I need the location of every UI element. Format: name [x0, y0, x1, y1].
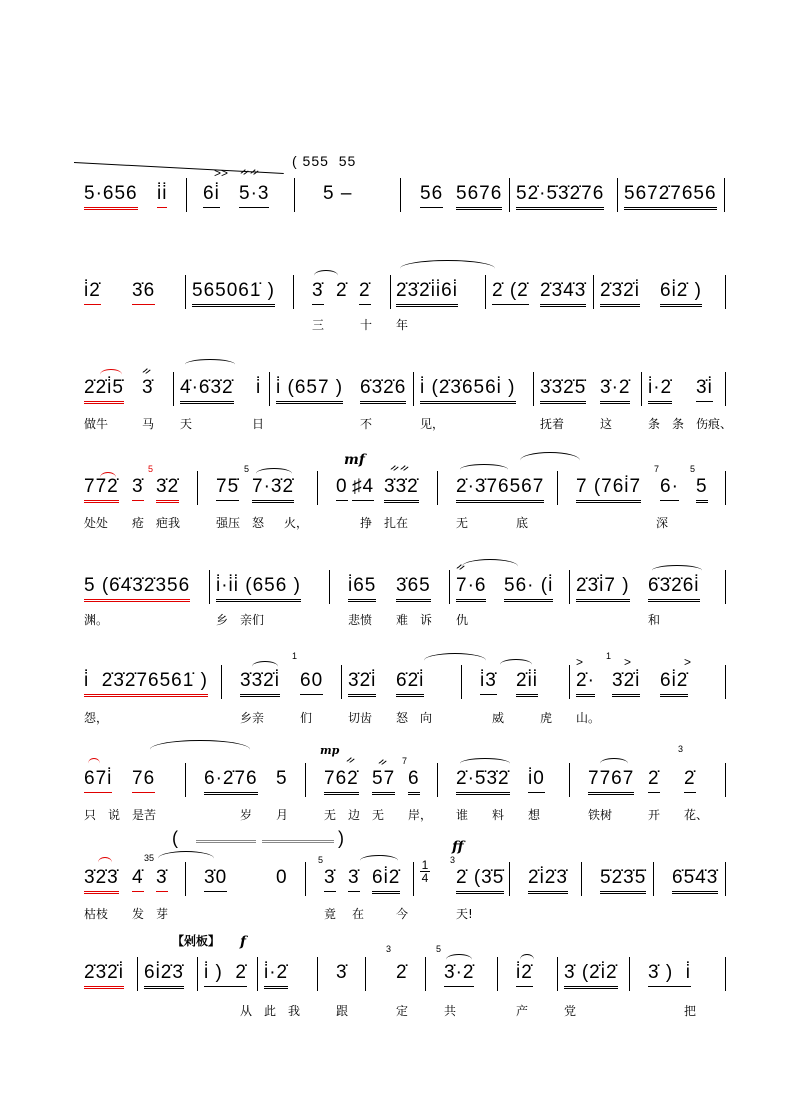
barline — [725, 471, 726, 505]
note-group: 0 — [336, 476, 348, 501]
lyric: 党 — [564, 1004, 577, 1018]
dynamic-f: f — [240, 934, 247, 950]
lyric: 疤我 — [156, 516, 181, 530]
section-label: 【剁板】 — [172, 934, 221, 948]
lyric: 们 — [300, 711, 313, 725]
slur — [462, 559, 518, 574]
barline — [509, 862, 510, 896]
grace-note: 5 — [436, 944, 442, 954]
barline — [137, 957, 138, 991]
note-group: 6i̇ — [203, 183, 220, 208]
lyric: 乡亲 — [240, 711, 265, 725]
note-group: 3̇2̇i̇ — [348, 670, 376, 697]
barline — [185, 763, 186, 797]
note-group: ♯4 — [352, 476, 374, 501]
slur — [185, 359, 235, 370]
lyric: 十 — [360, 318, 373, 332]
dynamic-mp: mp — [320, 744, 340, 757]
note-group: 2̇ (3̇5̇ — [456, 867, 504, 894]
grace-note: 35 — [144, 853, 155, 863]
lyric: 无 — [324, 808, 337, 822]
note-group: i̇0 — [528, 768, 545, 793]
grace-note: 3 — [386, 944, 392, 954]
lyric: 诉 — [420, 613, 433, 627]
lyric: 这 — [600, 417, 613, 431]
lyric: 是苦 — [132, 808, 157, 822]
barline — [449, 570, 450, 604]
note-group: 3̇·2̇ — [444, 962, 474, 987]
barline — [557, 471, 558, 505]
note-group: i̇ (2̇3̇656i̇ ) — [420, 377, 516, 404]
slur — [150, 740, 250, 759]
dynamic-mf: mf — [344, 452, 365, 468]
accent-mark: > — [684, 655, 692, 669]
lyric: 做牛 — [84, 417, 109, 431]
note-group: 75̇ — [216, 476, 239, 501]
note-group: 5 – — [323, 183, 353, 204]
note-group: 6̇3̇2̇6i̇ — [648, 575, 700, 602]
barline — [341, 665, 342, 699]
barline — [257, 957, 258, 991]
score-row-8 — [0, 839, 790, 935]
lyric: 无 — [456, 516, 469, 530]
note-group: 76 — [132, 768, 155, 793]
lyric: 想 — [528, 808, 541, 822]
lyric: 天! — [456, 907, 473, 921]
note-group: 7·3̇2̇ — [252, 476, 294, 503]
note-group: 3̇ — [156, 867, 168, 892]
note-group: 2̇3̇2̇i̇ — [600, 280, 640, 307]
lyric: 料 — [492, 808, 505, 822]
note-group: 3̇ — [312, 280, 324, 305]
note-group: 57 — [372, 768, 395, 795]
grace-note: 5 — [690, 464, 696, 474]
barline — [497, 957, 498, 991]
note-group: 6· — [660, 476, 679, 501]
lyric: 挣 — [360, 516, 373, 530]
note-group: i̇2̇ — [516, 962, 533, 987]
score-row-6 — [0, 645, 790, 735]
note-group: 2̇3̇2̇i̇i̇6i̇ — [396, 280, 458, 307]
note-group: i̇ 2̇3̇2̇76561̇ ) — [84, 670, 208, 697]
grace-note: 5 — [318, 855, 324, 865]
barline — [557, 957, 558, 991]
barline — [485, 275, 486, 309]
grace-note: 3 — [678, 744, 684, 754]
lyric: 马 — [142, 417, 155, 431]
barline — [269, 372, 270, 406]
note-group: 5 (6̇4̇3̇2̇356 — [84, 575, 190, 602]
lyric: 枯枝 — [84, 907, 109, 921]
lyric: 共 — [444, 1004, 457, 1018]
note-group: 5672̇7656 — [624, 183, 717, 210]
slur — [520, 452, 580, 469]
note-group: 565061̇ ) — [192, 280, 275, 307]
lyric: 扎在 — [384, 516, 409, 530]
lyric: 火， — [284, 516, 309, 530]
lyric: 向 — [420, 711, 433, 725]
note-group: 2̇3̇4̇3̇ — [540, 280, 586, 307]
barline — [437, 471, 438, 505]
note-group: 5·3 — [239, 183, 269, 208]
note-group: 5·656 — [84, 183, 138, 210]
grace-note: 1 — [606, 651, 612, 661]
lyric: 天 — [180, 417, 193, 431]
barline — [305, 862, 306, 896]
dynamic-ff: ff — [452, 839, 464, 855]
slur — [460, 464, 508, 475]
barline — [390, 275, 391, 309]
note-group: 6 — [408, 768, 420, 795]
barline — [725, 665, 726, 699]
note-group: 3̇2̇i̇ — [612, 670, 640, 697]
barline — [725, 862, 726, 896]
note-group: 0 — [276, 867, 288, 888]
barline — [197, 471, 198, 505]
grace-note: 3 — [450, 855, 456, 865]
barline — [725, 763, 726, 797]
barline — [461, 665, 462, 699]
score-row-3 — [0, 355, 790, 445]
lyric: 虎 — [540, 711, 553, 725]
grace-note: 7 — [402, 756, 408, 766]
barline — [221, 665, 222, 699]
slur — [400, 260, 495, 277]
trill-mark-icon: ᨀ — [378, 754, 388, 768]
lyric: 不 — [360, 417, 373, 431]
barline — [724, 178, 725, 212]
note-group: 2̇3̇i̇7 ) — [576, 575, 630, 602]
note-group: 3̇2̇ — [156, 476, 179, 503]
note-group: 2̇i̇i̇ — [516, 670, 538, 697]
barline — [569, 665, 570, 699]
note-group: 7767 — [588, 768, 634, 795]
note-group: 6i̇2̇ ) — [660, 280, 702, 307]
barline — [725, 957, 726, 991]
lyric: 岸， — [408, 808, 433, 822]
lyric: 怨， — [84, 711, 109, 725]
barline — [725, 372, 726, 406]
note-group: 60 — [300, 670, 323, 695]
lyric: 伤痕、 — [696, 417, 733, 431]
barline — [725, 275, 726, 309]
lyric: 乡 — [216, 613, 229, 627]
trill-mark-icon: ᨀ — [456, 559, 466, 573]
time-signature — [420, 859, 430, 884]
note-group: 2̇·3̇76567 — [456, 476, 544, 503]
lyric: 年 — [396, 318, 409, 332]
barline — [581, 862, 582, 896]
note-group: 3̇i̇ — [696, 377, 713, 402]
barline — [365, 957, 366, 991]
note-group: 5 — [696, 476, 708, 503]
note-group: i̇2̇ — [84, 280, 101, 305]
lyric: 山。 — [576, 711, 601, 725]
lyric: 今 — [396, 907, 409, 921]
trill-mark-icon: ᨀ — [142, 363, 152, 377]
note-group: i̇ — [256, 377, 262, 398]
lyric: 月 — [276, 808, 289, 822]
score-row-9 — [0, 930, 790, 1020]
note-group: 3̇65 — [396, 575, 431, 602]
lyric: 抚着 — [540, 417, 565, 431]
note-group: 2̇2̇i̇5̇ — [84, 377, 124, 404]
note-group: 52̇·5̇3̇2̇76 — [516, 183, 604, 210]
note-group: i̇·2̇ — [264, 962, 288, 989]
note-group: 2̇ — [336, 280, 348, 301]
lyric: 底 — [516, 516, 529, 530]
note-group: 3̇ — [348, 867, 360, 892]
note-group: 3̇ — [324, 867, 336, 892]
accent-mark: > — [576, 655, 584, 669]
grace-note: 1 — [292, 651, 298, 661]
lyric: 此 — [264, 1004, 277, 1018]
trill-mark-icon: ᨀᨀ — [240, 164, 260, 178]
grace-note: 5 — [148, 464, 154, 474]
note-group: 2̇ (2̇ — [492, 280, 529, 305]
score-row-4 — [0, 450, 790, 540]
lyric: 我 — [288, 1004, 301, 1018]
note-group: 5 — [276, 768, 288, 789]
note-group: 6i̇2̇3̇ — [144, 962, 184, 989]
barline — [617, 178, 618, 212]
lyric: 岁 — [240, 808, 253, 822]
accent-mark: > — [624, 655, 632, 669]
slur — [424, 653, 486, 668]
lyric: 定 — [396, 1004, 409, 1018]
slur — [500, 659, 532, 670]
lyric: 竟 — [324, 907, 337, 921]
note-group: 3̇ — [336, 962, 348, 983]
barline — [533, 372, 534, 406]
note-group: 6̇2̇i̇ — [396, 670, 424, 697]
note-group: i̇ ) 2̇ — [204, 962, 247, 987]
lyric: 跟 — [336, 1004, 349, 1018]
note-group: 2̇· — [576, 670, 595, 697]
lyric: 和 — [648, 613, 661, 627]
note-group: 3̇0 — [204, 867, 227, 892]
lyric: 深 — [656, 516, 669, 530]
lyric: 从 — [240, 1004, 253, 1018]
note-group: 3̇ ) i̇ — [648, 962, 691, 987]
overlay-phrase: ( 555 55 — [292, 153, 357, 169]
barline — [185, 275, 186, 309]
barline — [173, 372, 174, 406]
barline — [641, 372, 642, 406]
barline — [569, 570, 570, 604]
note-group: 6̇5̇4̇3̇ — [672, 867, 718, 894]
lyric: 开 — [648, 808, 661, 822]
note-group: i̇·2̇ — [648, 377, 672, 404]
score-row-1 — [0, 150, 790, 240]
barline — [294, 178, 295, 212]
time-signature-bottom: 4 — [421, 871, 429, 885]
lyric: 处处 — [84, 516, 109, 530]
note-group: i̇3̇ — [480, 670, 497, 695]
barline — [317, 471, 318, 505]
note-group: 6i̇2̇ — [372, 867, 400, 894]
note-group: 67i̇ — [84, 768, 112, 793]
note-group: 772̇ — [84, 476, 119, 503]
note-group: 7 (76i̇7 — [576, 476, 641, 503]
grace-note: 7 — [654, 464, 660, 474]
note-group: 4̇·6̇3̇2̇ — [180, 377, 234, 404]
accent-marks: >> — [214, 166, 229, 180]
slur — [360, 855, 398, 866]
paren-close: ) — [338, 828, 344, 848]
lyric: 强压 — [216, 516, 241, 530]
lyric: 疮 — [132, 516, 145, 530]
grace-note: 5 — [244, 464, 250, 474]
barline — [725, 570, 726, 604]
paren-open: ( — [172, 828, 178, 848]
lyric: 发 — [132, 907, 145, 921]
barline — [293, 275, 294, 309]
note-group: 2̇ — [359, 280, 371, 305]
note-group: 56 — [420, 183, 443, 208]
lyric: 把 — [684, 1004, 697, 1018]
score-row-2 — [0, 260, 790, 350]
barline — [209, 570, 210, 604]
barline — [413, 372, 414, 406]
trill-mark-icon: ᨀᨀ — [390, 460, 410, 474]
note-group: 6i̇2̇ — [660, 670, 688, 697]
note-group: 3̇3̇2̇i̇ — [240, 670, 280, 697]
barline — [186, 178, 187, 212]
note-group: 6̇3̇2̇6 — [360, 377, 406, 404]
barline — [569, 763, 570, 797]
barline — [437, 763, 438, 797]
note-group: 2̇ — [396, 962, 408, 983]
barline — [197, 957, 198, 991]
note-group: 3̇3̇2̇ — [384, 476, 419, 503]
note-group: 3̇·2̇ — [600, 377, 630, 404]
barline — [400, 178, 401, 212]
lyric: 花、 — [684, 808, 709, 822]
lyric: 仇 — [456, 613, 469, 627]
lyric: 产 — [516, 1004, 529, 1018]
lyric: 说 — [108, 808, 121, 822]
note-group: 762̇ — [324, 768, 359, 795]
lyric: 无 — [372, 808, 385, 822]
lyric: 芽 — [156, 907, 169, 921]
note-group: 2̇ — [648, 768, 660, 793]
note-group: 56· (i̇ — [504, 575, 553, 602]
lyric: 切齿 — [348, 711, 373, 725]
note-group: i̇65 — [348, 575, 376, 602]
lyric: 悲愤 — [348, 613, 373, 627]
slur — [158, 851, 214, 866]
barline — [629, 957, 630, 991]
barline — [653, 862, 654, 896]
note-group: 2̇·5̇3̇2̇ — [456, 768, 510, 795]
note-group: i̇ (657 ) — [276, 377, 343, 404]
note-group: 2̇3̇2̇i̇ — [84, 962, 124, 989]
note-group: 5̇2̇3̇5̇ — [600, 867, 646, 894]
note-group: 5676 — [456, 183, 502, 210]
note-group: i̇i̇ — [157, 183, 167, 208]
score-row-5 — [0, 555, 790, 645]
note-group: 3̇ — [132, 476, 144, 501]
lyric: 条 — [672, 417, 685, 431]
lyric: 三 — [312, 318, 325, 332]
lyric: 亲们 — [240, 613, 265, 627]
lyric: 在 — [352, 907, 365, 921]
barline — [425, 957, 426, 991]
barline — [509, 178, 510, 212]
lyric: 只 — [84, 808, 97, 822]
note-group: 6·2̇76 — [204, 768, 258, 795]
lyric: 怒 — [252, 516, 265, 530]
lyric: 日 — [252, 417, 265, 431]
lyric: 渊。 — [84, 613, 109, 627]
note-group: 3̇ (2̇i̇2̇ — [564, 962, 618, 989]
barline — [593, 275, 594, 309]
lyric: 边 — [348, 808, 361, 822]
lyric: 谁 — [456, 808, 469, 822]
trill-mark-icon: ᨀ — [346, 752, 356, 766]
lyric: 条 — [648, 417, 661, 431]
note-group: 2̇i̇2̇3̇ — [528, 867, 568, 894]
barline — [329, 570, 330, 604]
note-group: 2̇ — [684, 768, 696, 793]
barline — [413, 862, 414, 896]
note-group: 3̇3̇2̇5̇ — [540, 377, 586, 404]
barline — [305, 763, 306, 797]
note-group: i̇·i̇i̇ (656 ) — [216, 575, 301, 602]
barline — [185, 862, 186, 896]
note-group: 3̇6 — [132, 280, 155, 305]
barline — [317, 957, 318, 991]
note-group: 3̇2̇3̇ — [84, 867, 119, 894]
lyric: 威 — [492, 711, 505, 725]
lyric: 怒 — [396, 711, 409, 725]
lyric: 见， — [420, 417, 445, 431]
note-group: 4̇ — [132, 867, 144, 892]
time-signature-top: 1 — [421, 858, 429, 872]
lyric: 铁树 — [588, 808, 613, 822]
note-group: 7·6 — [456, 575, 486, 602]
lyric: 难 — [396, 613, 409, 627]
note-group: 3̇ — [142, 377, 154, 398]
